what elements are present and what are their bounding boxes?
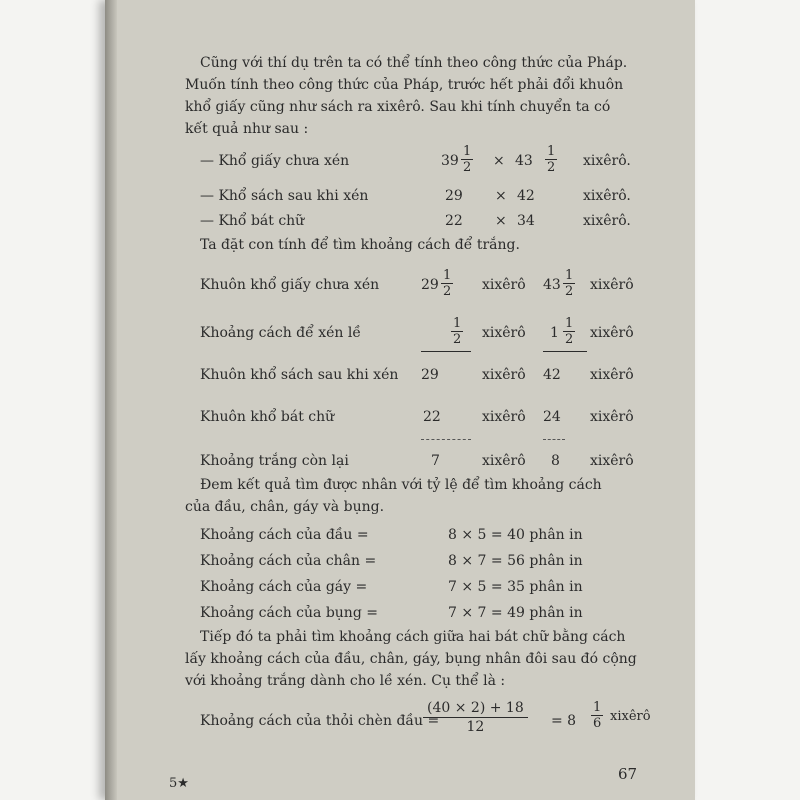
fraction-numerator: 1 [565, 268, 574, 283]
size-paper-times: × [493, 153, 505, 169]
calc-row1-b-fraction [563, 268, 575, 299]
formula-equals: = 8 [551, 713, 577, 729]
fraction-denominator: 2 [565, 332, 574, 347]
book-page [105, 0, 695, 800]
calc-row2-label: Khoảng cách để xén lề [200, 325, 361, 341]
calc-row1-b: 43 [543, 277, 561, 293]
calc-row2-b-fraction [563, 316, 575, 347]
calc-row3-unit-a: xixêrô [482, 367, 526, 383]
calc-row2-a-fraction [451, 316, 463, 347]
size-book-times: × [495, 188, 507, 204]
subtraction-line-d [543, 439, 565, 440]
setup-line: Ta đặt con tính để tìm khoảng cách để trắng. [200, 237, 520, 253]
fraction-numerator: 1 [565, 316, 574, 331]
fraction-numerator: 1 [443, 268, 452, 283]
calc-row4-unit-a: xixêrô [482, 409, 526, 425]
size-label-paper: — Khổ giấy chưa xén [200, 153, 350, 169]
margin-foot-expr: 8 × 7 = 56 phân in [448, 553, 583, 569]
margin-spine-label: Khoảng cách của gáy = [200, 579, 368, 595]
next-line-1: Tiếp đó ta phải tìm khoảng cách giữa hai bát chữ bằng cách [200, 629, 626, 645]
formula-denominator: 12 [466, 719, 485, 735]
margin-spine-expr: 7 × 5 = 35 phân in [448, 579, 583, 595]
calc-row5-b: 8 [551, 453, 560, 469]
calc-row3-a: 29 [421, 367, 439, 383]
intro-line-1: Cũng với thí dụ trên ta có thể tính theo công thức của Pháp. [200, 55, 628, 71]
size-paper-b-fraction [545, 144, 557, 175]
fraction-denominator: 2 [443, 284, 452, 299]
fraction-denominator: 6 [593, 716, 602, 731]
size-type-times: × [495, 213, 507, 229]
margin-fore-label: Khoảng cách của bụng = [200, 605, 378, 621]
signature-mark: 5★ [169, 776, 189, 791]
fraction-numerator: 1 [463, 144, 472, 159]
multiply-line-2: của đầu, chân, gáy và bụng. [185, 499, 385, 515]
fraction-numerator: 1 [453, 316, 462, 331]
calc-row3-label: Khuôn khổ sách sau khi xén [200, 367, 399, 383]
size-book-b: 42 [517, 188, 535, 204]
intro-line-3: khổ giấy cũng như sách ra xixêrô. Sau khi tính chuyển ta có [185, 99, 611, 115]
fraction-denominator: 2 [453, 332, 462, 347]
size-type-b: 34 [517, 213, 535, 229]
fraction-numerator: 1 [593, 700, 602, 715]
size-label-book: — Khổ sách sau khi xén [200, 188, 369, 204]
fraction-numerator: 1 [547, 144, 556, 159]
calc-row4-a: 22 [423, 409, 441, 425]
page-number: 67 [618, 765, 638, 783]
size-label-type: — Khổ bát chữ [200, 213, 305, 229]
subtraction-line-c [421, 439, 471, 440]
fraction-denominator: 2 [547, 160, 556, 175]
calc-row1-unit-a: xixêrô [482, 277, 526, 293]
size-paper-b: 43 [515, 153, 533, 169]
formula-unit: xixêrô [610, 709, 651, 724]
calc-row2-unit-a: xixêrô [482, 325, 526, 341]
size-book-unit: xixêrô. [583, 188, 631, 204]
calc-row1-a: 29 [421, 277, 439, 293]
calc-row3-b: 42 [543, 367, 561, 383]
calc-row5-unit-b: xixêrô [590, 453, 634, 469]
fraction-denominator: 2 [463, 160, 472, 175]
intro-line-4: kết quả như sau : [185, 121, 309, 137]
size-type-a: 22 [445, 213, 463, 229]
formula-label: Khoảng cách của thỏi chèn đầu = [200, 713, 440, 729]
calc-row2-unit-b: xixêrô [590, 325, 634, 341]
next-line-3: với khoảng trắng dành cho lề xén. Cụ thể là : [185, 673, 506, 689]
calc-row5-a: 7 [431, 453, 440, 469]
fraction-denominator: 2 [565, 284, 574, 299]
multiply-line-1: Đem kết quả tìm được nhân với tỷ lệ để tìm khoảng cách [200, 477, 602, 493]
size-book-a: 29 [445, 188, 463, 204]
formula-numerator: (40 × 2) + 18 [423, 699, 528, 718]
calc-row1-label: Khuôn khổ giấy chưa xén [200, 277, 380, 293]
margin-head-expr: 8 × 5 = 40 phân in [448, 527, 583, 543]
subtraction-line-a [421, 351, 471, 352]
calc-row3-unit-b: xixêrô [590, 367, 634, 383]
size-type-unit: xixêrô. [583, 213, 631, 229]
calc-row5-unit-a: xixêrô [482, 453, 526, 469]
calc-row4-unit-b: xixêrô [590, 409, 634, 425]
size-paper-a: 39 [441, 153, 459, 169]
intro-line-2: Muốn tính theo công thức của Pháp, trước hết phải đổi khuôn [185, 77, 624, 93]
calc-row1-a-fraction [441, 268, 453, 299]
subtraction-line-b [543, 351, 587, 352]
calc-row1-unit-b: xixêrô [590, 277, 634, 293]
calc-row2-b: 1 [550, 325, 559, 341]
calc-row5-label: Khoảng trắng còn lại [200, 453, 349, 469]
next-line-2: lấy khoảng cách của đầu, chân, gáy, bụng nhân đôi sau đó cộng [185, 651, 637, 667]
calc-row4-b: 24 [543, 409, 561, 425]
formula-fraction [423, 699, 528, 736]
calc-row4-label: Khuôn khổ bát chữ [200, 409, 335, 425]
size-paper-unit: xixêrô. [583, 153, 631, 169]
formula-result-fraction [591, 700, 603, 731]
margin-fore-expr: 7 × 7 = 49 phân in [448, 605, 583, 621]
margin-foot-label: Khoảng cách của chân = [200, 553, 377, 569]
margin-head-label: Khoảng cách của đầu = [200, 527, 369, 543]
size-paper-a-fraction [461, 144, 473, 175]
